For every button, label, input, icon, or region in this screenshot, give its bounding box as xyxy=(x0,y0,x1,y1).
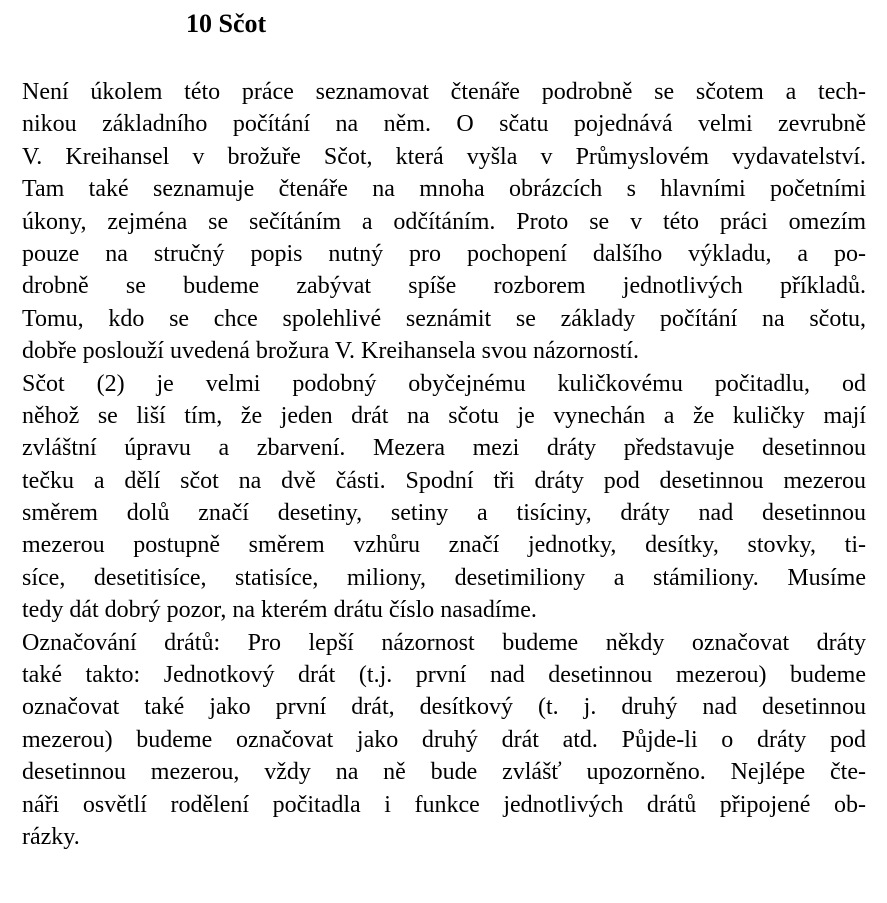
text-line: drobně se budeme zabývat spíše rozborem jednotlivých příkladů. xyxy=(22,273,866,300)
text-line: nikou základního počítání na něm. O sčatu pojednává velmi zevrubně xyxy=(22,111,866,138)
text-line: Tomu, kdo se chce spolehlivé seznámit se základy počítání na sčotu, xyxy=(22,305,866,332)
text-line: rázky. xyxy=(22,823,80,850)
paragraph-2 xyxy=(22,368,866,627)
section-heading: 10 Sčot xyxy=(186,9,267,38)
text-line: zvláštní úpravu a zbarvení. Mezera mezi dráty představuje desetinnou xyxy=(22,435,866,462)
text-line: Označování drátů: Pro lepší názornost budeme někdy označovat dráty xyxy=(22,629,866,656)
text-line: pouze na stručný popis nutný pro pochopení dalšího výkladu, a po- xyxy=(22,240,866,267)
text-line: V. Kreihansel v brožuře Sčot, která vyšla v Průmyslovém vydavatelství. xyxy=(22,143,866,170)
text-line: směrem dolů značí desetiny, setiny a tisíciny, dráty nad desetinnou xyxy=(22,500,866,527)
text-line: síce, desetitisíce, statisíce, miliony, desetimiliony a stámiliony. Musíme xyxy=(22,564,866,591)
text-line: dobře poslouží uvedená brožura V. Kreihansela svou názorností. xyxy=(22,338,639,365)
text-line: desetinnou mezerou, vždy na ně bude zvlášť upozorněno. Nejlépe čte- xyxy=(22,759,866,786)
text-line: také takto: Jednotkový drát (t.j. první nad desetinnou mezerou) budeme xyxy=(22,662,866,689)
text-line: tečku a dělí sčot na dvě části. Spodní tři dráty pod desetinnou mezerou xyxy=(22,467,866,494)
text-line: Tam také seznamuje čtenáře na mnoha obrázcích s hlavními početními xyxy=(22,176,866,203)
text-line: něhož se liší tím, že jeden drát na sčotu je vynechán a že kuličky mají xyxy=(22,402,866,429)
text-line: mezerou postupně směrem vzhůru značí jednotky, desítky, stovky, ti- xyxy=(22,532,866,559)
text-line: mezerou) budeme označovat jako druhý drát atd. Půjde-li o dráty pod xyxy=(22,726,866,753)
text-line: tedy dát dobrý pozor, na kterém drátu číslo nasadíme. xyxy=(22,597,537,624)
text-line: náři osvětlí rodělení počitadla i funkce jednotlivých drátů připojené ob- xyxy=(22,791,866,818)
text-line: úkony, zejména se sečítáním a odčítáním. Proto se v této práci omezím xyxy=(22,208,866,235)
text-line: Sčot (2) je velmi podobný obyčejnému kuličkovému počitadlu, od xyxy=(22,370,866,397)
paragraph-3 xyxy=(22,627,866,854)
document-page xyxy=(22,6,866,853)
paragraph-1 xyxy=(22,76,866,368)
text-line: Není úkolem této práce seznamovat čtenáře podrobně se sčotem a tech- xyxy=(22,79,866,105)
text-line: označovat také jako první drát, desítkový (t. j. druhý nad desetinnou xyxy=(22,694,866,721)
